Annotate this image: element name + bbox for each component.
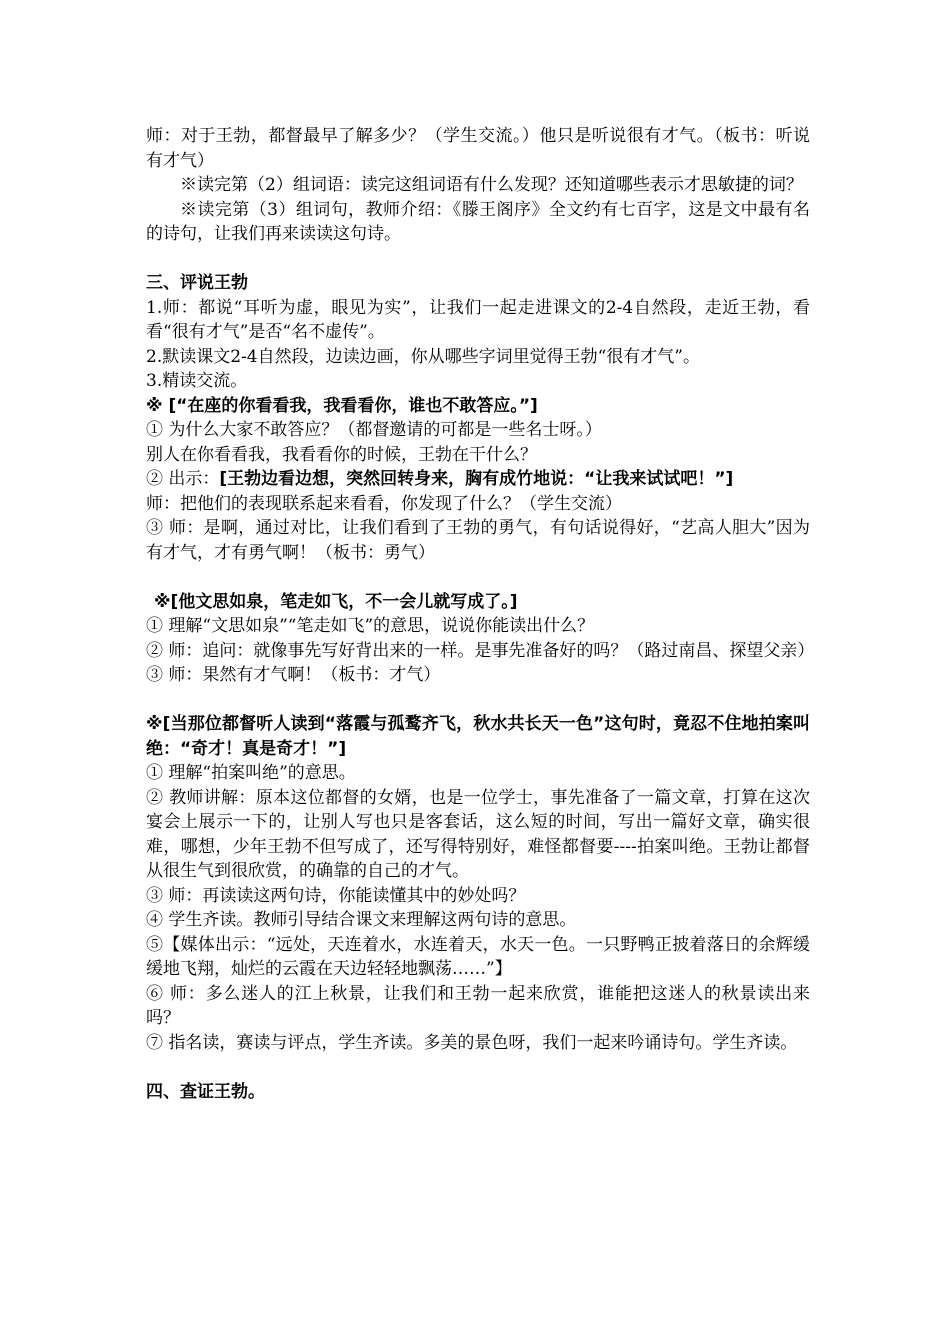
paragraph-ask: ② 师：追问：就像事先写好背出来的一样。是事先准备好的吗？（路过南昌、探望父亲） bbox=[146, 640, 815, 661]
paragraph-others: 别人在你看看我，我看看你的时候，王勃在干什么？ bbox=[146, 444, 537, 465]
quote-block-2: ※[他文思如泉，笔走如飞，不一会儿就写成了。] bbox=[154, 591, 518, 612]
spacer bbox=[146, 1055, 810, 1080]
paragraph-teacher-compare: 师：把他们的表现联系起来看看，你发现了什么？（学生交流） bbox=[146, 493, 622, 514]
paragraph-explain: ② 教师讲解：原本这位都督的女婿，也是一位学士，事先准备了一篇文章，打算在这次宴会上展示一下的，让别人写也只是客套话，这么短的时间，写出一篇好文章，确实很难，哪想，少年王勃不但写成了，还写得特别好，难怪都督要----拍案叫绝。王勃让都督从很生气到很欣赏，的确靠的自己的才气。 bbox=[146, 787, 810, 881]
paragraph-step-2: 2.默读课文2-4自然段，边读边画，你从哪些字词里觉得王勃“很有才气”。 bbox=[146, 346, 700, 367]
section-heading-4: 四、查证王勃。 bbox=[146, 1081, 265, 1102]
paragraph-group-3: ※读完第（3）组词句，教师介绍：《滕王阁序》全文约有七百字，这是文中最有名的诗句，让我们再来读读这句诗。 bbox=[146, 199, 810, 244]
paragraph-read-together: ④ 学生齐读。教师引导结合课文来理解这两句诗的意思。 bbox=[146, 910, 577, 930]
show-quote: [王勃边看边想，突然回转身来，胸有成竹地说：“让我来试试吧！”] bbox=[219, 469, 734, 489]
spacer bbox=[146, 688, 810, 713]
spacer bbox=[146, 565, 810, 590]
paragraph-group-2: ※读完第（2）组词语：读完这组词语有什么发现？还知道哪些表示才思敏捷的词？ bbox=[180, 175, 803, 195]
quote-block-3: ※[当那位都督听人读到“落霞与孤鹜齐飞，秋水共长天一色”这句时，竟忍不住地拍案叫绝：“奇才！真是奇才！”] bbox=[146, 714, 810, 759]
paragraph-step-1: 1.师：都说“耳听为虚，眼见为实”，让我们一起走进课文的2-4自然段，走近王勃，看看“很有才气”是否“名不虚传”。 bbox=[146, 297, 810, 342]
paragraph-reread: ③ 师：再读读这两句诗，你能读懂其中的妙处吗？ bbox=[146, 885, 526, 906]
paragraph-q1: ① 为什么大家不敢答应？（都督邀请的可都是一些名士呀。） bbox=[146, 420, 602, 440]
document-page bbox=[146, 124, 815, 1104]
paragraph-scenery: ⑥ 师：多么迷人的江上秋景，让我们和王勃一起来欣赏，谁能把这迷人的秋景读出来吗？ bbox=[146, 983, 810, 1028]
spacer bbox=[146, 247, 810, 272]
quote-block-1: ※ [“在座的你看看我，我看看你，谁也不敢答应。”] bbox=[146, 395, 538, 416]
paragraph-step-3: 3.精读交流。 bbox=[146, 371, 248, 391]
paragraph-recite: ⑦ 指名读，赛读与评点，学生齐读。多美的景色呀，我们一起来吟诵诗句。学生齐读。 bbox=[146, 1032, 798, 1053]
paragraph-show bbox=[146, 467, 810, 492]
paragraph-applause: ① 理解“拍案叫绝”的意思。 bbox=[146, 763, 356, 783]
show-label: ② 出示： bbox=[146, 469, 220, 489]
paragraph-understand: ① 理解“文思如泉”“笔走如飞”的意思，说说你能读出什么？ bbox=[146, 616, 595, 636]
paragraph-courage: ③ 师：是啊，通过对比，让我们看到了王勃的勇气，有句话说得好，“艺高人胆大”因为有才气，才有勇气啊！（板书：勇气） bbox=[146, 518, 810, 563]
paragraph-media: ⑤【媒体出示：“远处，天连着水，水连着天，水天一色。一只野鸭正披着落日的余辉缓缓地飞翔，灿烂的云霞在天边轻轻地飘荡……”】 bbox=[146, 934, 810, 979]
paragraph-teacher-question: 师：对于王勃，都督最早了解多少？（学生交流。）他只是听说很有才气。（板书：听说 有才气） bbox=[146, 126, 810, 171]
paragraph-talent: ③ 师：果然有才气啊！（板书：才气） bbox=[146, 665, 441, 685]
section-heading-3: 三、评说王勃 bbox=[146, 273, 248, 293]
